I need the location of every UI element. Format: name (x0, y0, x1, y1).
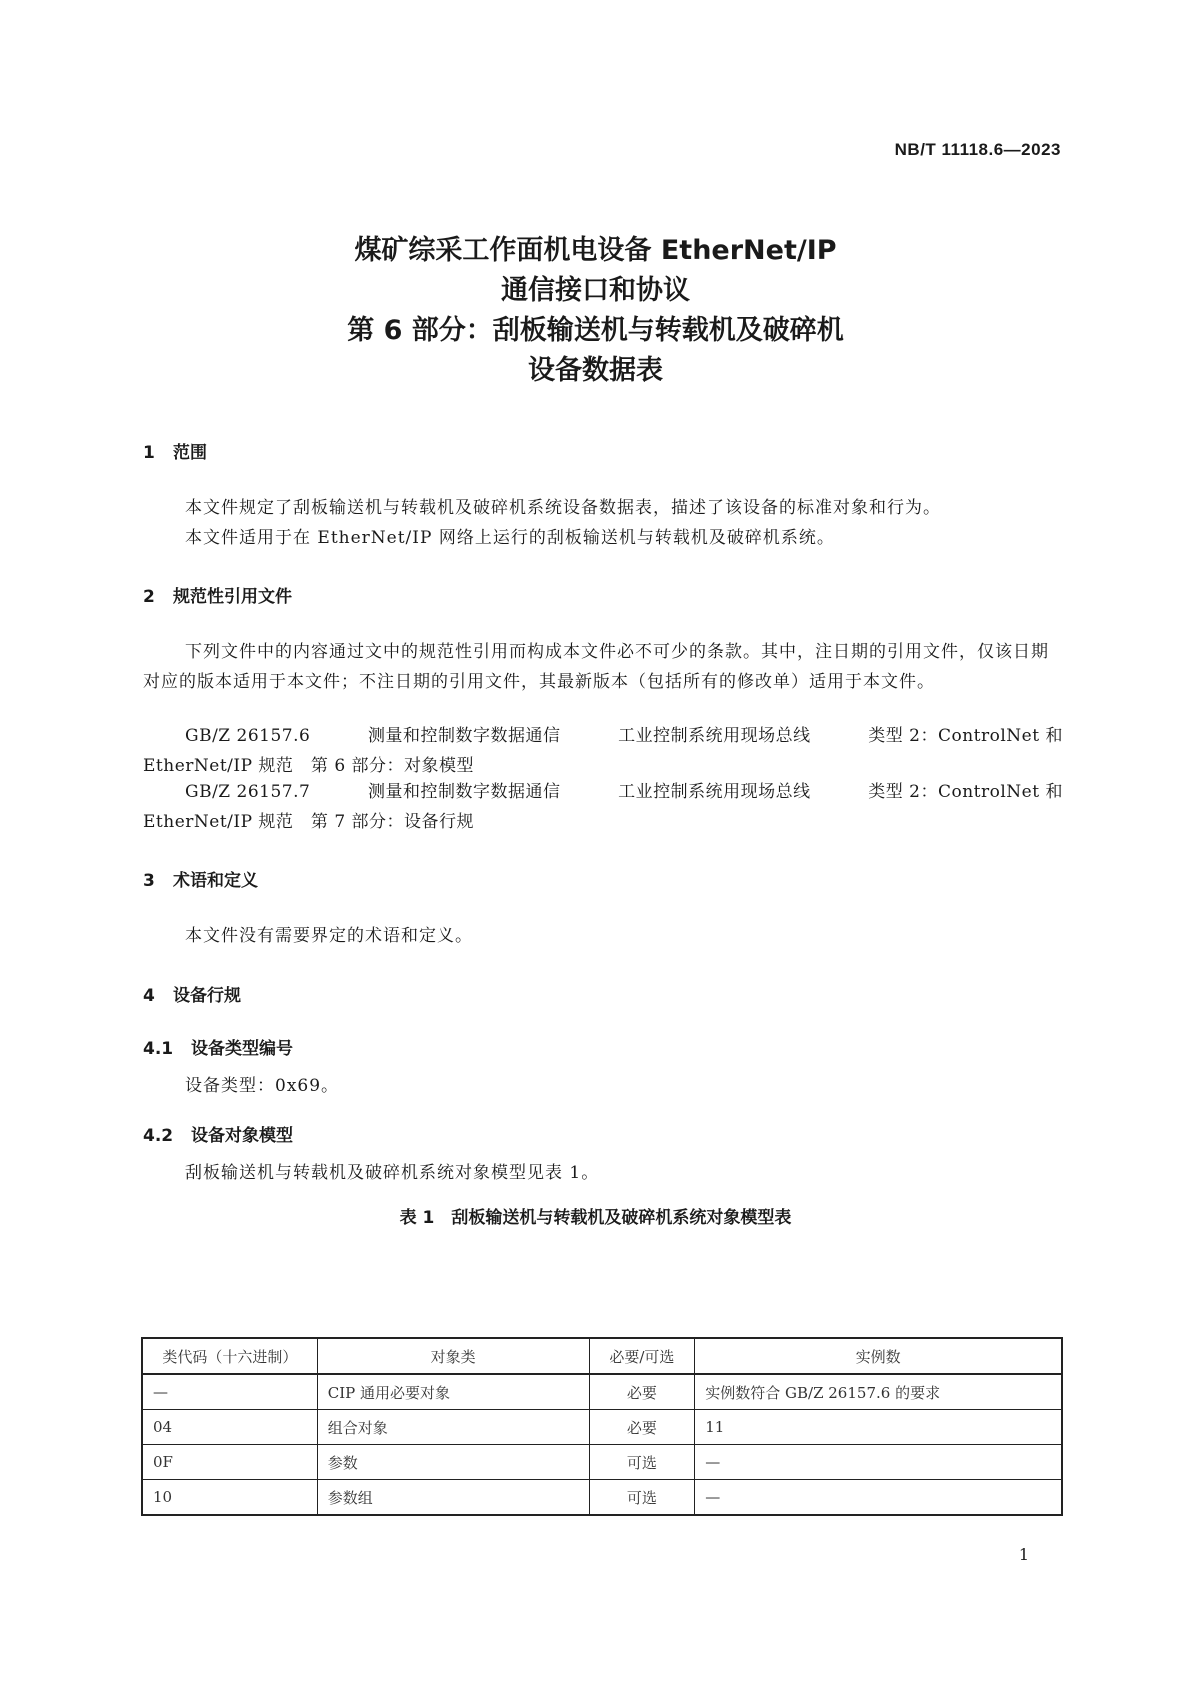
table-header-row (142, 1338, 1062, 1374)
table-header-cell: 类代码（十六进制） (142, 1338, 317, 1374)
table-cell: 必要 (589, 1410, 695, 1445)
table-cell: 必要 (589, 1374, 695, 1410)
table-header-cell: 实例数 (695, 1338, 1062, 1374)
title-line-3: 第 6 部分：刮板输送机与转载机及破碎机 (347, 315, 844, 346)
table-cell: — (142, 1374, 317, 1410)
section-1-paragraph-2: 本文件适用于在 EtherNet/IP 网络上运行的刮板输送机与转载机及破碎机系统。 (185, 528, 835, 548)
table-row (142, 1445, 1062, 1480)
section-4-2-title: 设备对象模型 (191, 1126, 293, 1146)
table-cell: 参数 (317, 1445, 589, 1480)
reference-title-part: 测量和控制数字数据通信 (367, 782, 561, 802)
section-2-paragraph-1: 下列文件中的内容通过文中的规范性引用而构成本文件必不可少的条款。其中，注日期的引用文件，仅该日期对应的版本适用于本文件；不注日期的引用文件，其最新版本（包括所有的修改单）适用于本文件。 (143, 642, 1049, 692)
section-2-heading (143, 582, 292, 607)
section-3-heading (143, 866, 258, 891)
table-cell: 可选 (589, 1445, 695, 1480)
reference-item (143, 777, 1063, 837)
section-4-2-heading (143, 1121, 293, 1146)
section-3-number: 3 (143, 871, 155, 891)
section-4-1-heading (143, 1034, 293, 1059)
reference-title-part: 工业控制系统用现场总线 (618, 726, 811, 746)
title-line-4: 设备数据表 (528, 355, 663, 386)
table-1-caption: 表 1 刮板输送机与转载机及破碎机系统对象模型表 (399, 1208, 792, 1228)
table-cell: 04 (142, 1410, 317, 1445)
section-4-title: 设备行规 (173, 986, 241, 1006)
section-4-2-number: 4.2 (143, 1126, 174, 1146)
section-1-heading (143, 438, 207, 463)
table-row (142, 1374, 1062, 1410)
table-row (142, 1410, 1062, 1445)
table-cell: 11 (695, 1410, 1062, 1445)
section-1-paragraph-1: 本文件规定了刮板输送机与转载机及破碎机系统设备数据表，描述了该设备的标准对象和行为。 (185, 498, 941, 518)
standard-code: NB/T 11118.6—2023 (894, 140, 1061, 159)
section-3-paragraph-1: 本文件没有需要界定的术语和定义。 (185, 926, 473, 946)
reference-title-part: 测量和控制数字数据通信 (367, 726, 561, 746)
section-4-1-number: 4.1 (143, 1039, 174, 1059)
table-cell: CIP 通用必要对象 (317, 1374, 589, 1410)
section-1-title: 范围 (173, 443, 207, 463)
section-4-1-paragraph: 设备类型：0x69。 (185, 1076, 340, 1096)
reference-continuation: EtherNet/IP 规范 第 7 部分：设备行规 (143, 812, 475, 832)
reference-code: GB/Z 26157.7 (185, 782, 311, 802)
reference-title-part: 工业控制系统用现场总线 (618, 782, 811, 802)
section-4-1-title: 设备类型编号 (191, 1039, 293, 1059)
table-row (142, 1480, 1062, 1516)
reference-title-part: 类型 2：ControlNet 和 (868, 726, 1063, 746)
section-4-number: 4 (143, 986, 155, 1006)
table-cell: 参数组 (317, 1480, 589, 1516)
title-line-2: 通信接口和协议 (501, 275, 690, 306)
table-header-cell: 必要/可选 (589, 1338, 695, 1374)
table-cell: — (695, 1480, 1062, 1516)
section-2-title: 规范性引用文件 (173, 587, 292, 607)
table-cell: 可选 (589, 1480, 695, 1516)
reference-item (143, 721, 1063, 781)
object-model-table (141, 1337, 1063, 1516)
section-1-number: 1 (143, 443, 155, 463)
table-cell: 实例数符合 GB/Z 26157.6 的要求 (695, 1374, 1062, 1410)
section-2-number: 2 (143, 587, 155, 607)
table-cell: — (695, 1445, 1062, 1480)
reference-continuation: EtherNet/IP 规范 第 6 部分：对象模型 (143, 756, 475, 776)
section-4-heading (143, 981, 241, 1006)
reference-title-part: 类型 2：ControlNet 和 (868, 782, 1063, 802)
table-header-cell: 对象类 (317, 1338, 589, 1374)
title-line-1: 煤矿综采工作面机电设备 EtherNet/IP (354, 235, 837, 266)
reference-code: GB/Z 26157.6 (185, 726, 311, 746)
section-3-title: 术语和定义 (173, 871, 258, 891)
section-4-2-paragraph: 刮板输送机与转载机及破碎机系统对象模型见表 1。 (185, 1163, 600, 1183)
table-cell: 10 (142, 1480, 317, 1516)
table-cell: 组合对象 (317, 1410, 589, 1445)
page-number: 1 (1018, 1545, 1029, 1564)
table-cell: 0F (142, 1445, 317, 1480)
